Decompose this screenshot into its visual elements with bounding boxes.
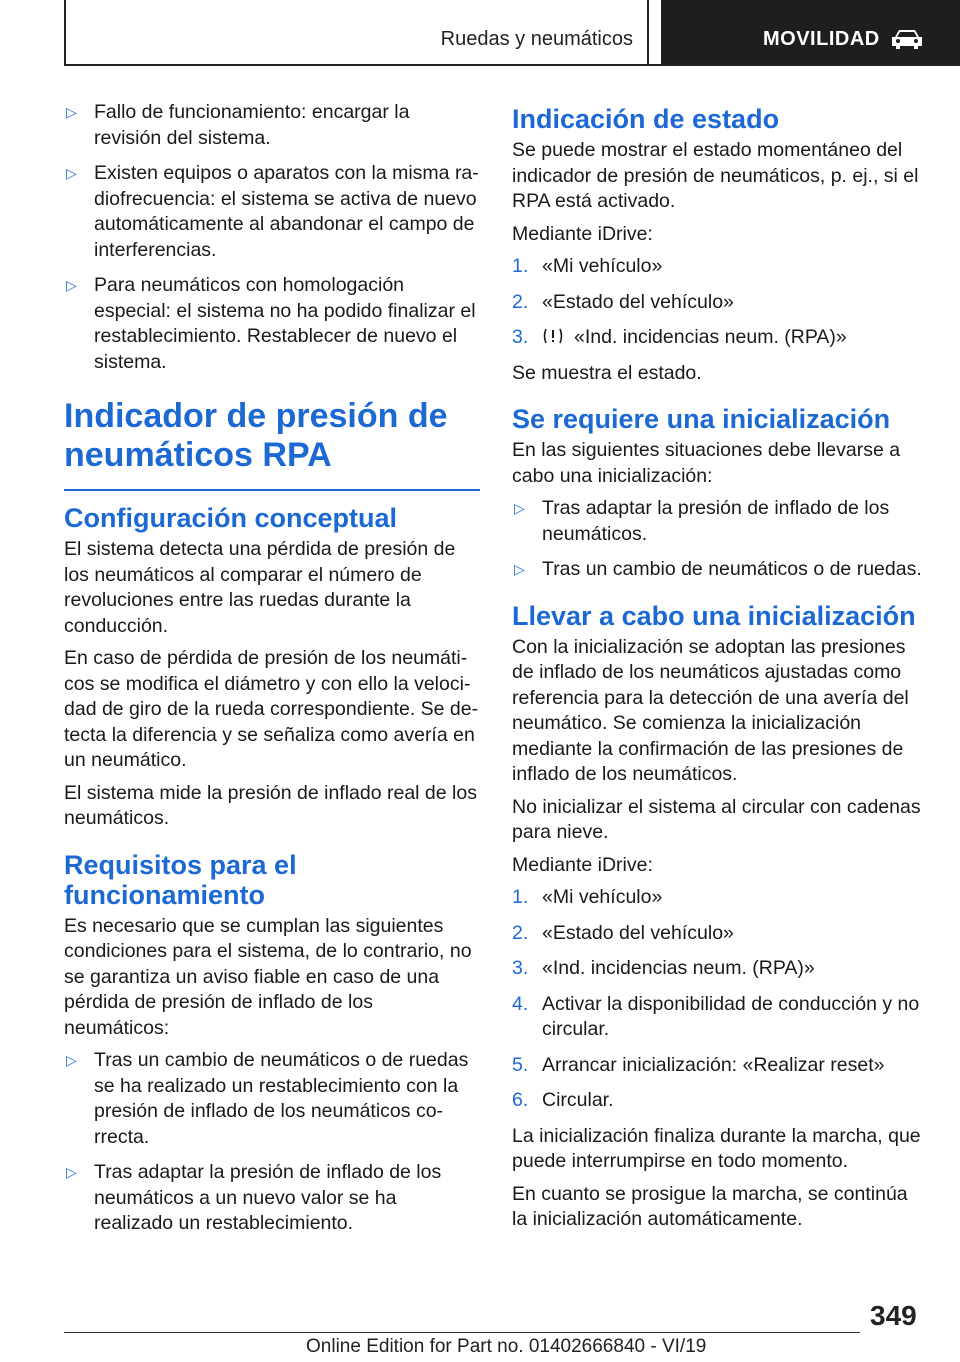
tire-pressure-warning-icon [542, 327, 564, 345]
heading-status: Indicación de estado [512, 104, 780, 134]
heading-init-required: Se requiere una inicialización [512, 404, 891, 434]
section-title: Indicador de presión de neumáticos RPA [64, 397, 448, 474]
top-bullet-list [64, 100, 480, 375]
triangle-bullet-icon: ▷ [66, 277, 77, 293]
footer-rule [64, 1332, 860, 1333]
heading-requirements: Requisitos para el funcionamiento [64, 849, 297, 910]
triangle-bullet-icon: ▷ [514, 500, 525, 516]
header-rule [64, 64, 960, 66]
page-header [0, 0, 960, 66]
edition-text: Online Edition for Part no. 01402666840 - VI/19 [306, 1336, 707, 1357]
paragraph: No inicializar el sistema al circular con cadenas para nieve. [512, 795, 921, 843]
page-number: 349 [870, 1300, 917, 1331]
list-item: 2. «Estado del vehículo» [512, 921, 734, 944]
paragraph: En cuanto se prosigue la marcha, se continúa la inicialización automáticamente. [512, 1182, 908, 1230]
list-item: ▷ Existen equipos o aparatos con la misma radiofrecuencia: el sistema se activa de nuevo automáticamente al abandonar el campo de interferencias. [66, 162, 479, 261]
list-item: 3. «Ind. incidencias neum. (RPA)» [512, 326, 847, 348]
left-column [64, 100, 480, 1247]
paragraph: En caso de pérdida de presión de los neumáticos se modifica el diámetro y con ello la velocidad de giro de la rueda correspondiente. Se detecta la diferencia y se señaliza como avería en un neumático. [64, 647, 479, 771]
list-item: ▷ Tras adaptar la presión de inflado de los neumáticos a un nuevo valor se ha realizado un restablecimiento. [66, 1161, 442, 1234]
list-item: ▷ Tras adaptar la presión de inflado de los neumáticos. [514, 497, 890, 545]
paragraph: Con la inicialización se adoptan las presiones de inflado de los neumáticos ajustadas como referencia para la detección de una avería del neumático. Se comienza la inicialización mediante la confirmación de las presiones de inflado de los neumáticos. [512, 635, 909, 785]
triangle-bullet-icon: ▷ [66, 104, 77, 120]
triangle-bullet-icon: ▷ [66, 1164, 77, 1180]
triangle-bullet-icon: ▷ [66, 1052, 77, 1068]
status-steps-list [512, 254, 924, 351]
requirements-bullet-list [64, 1048, 480, 1237]
header-section-box [64, 0, 649, 64]
header-chapter-title: MOVILIDAD [763, 28, 880, 50]
paragraph: Mediante iDrive: [512, 222, 653, 245]
list-item: 2. «Estado del vehículo» [512, 290, 734, 313]
list-item: ▷ Fallo de funcionamiento: encargar la revisión del sistema. [66, 101, 410, 149]
paragraph: Se muestra el estado. [512, 361, 702, 384]
list-item: ▷ Tras un cambio de neumáticos o de ruedas se ha realizado un restablecimiento con la presión de inflado de los neumáticos correcta. [66, 1049, 469, 1148]
paragraph: La inicialización finaliza durante la marcha, que puede interrumpirse en todo momento. [512, 1124, 921, 1172]
paragraph: El sistema detecta una pérdida de presión de los neumáticos al comparar el número de revoluciones entre las ruedas durante la conducción. [64, 538, 456, 637]
paragraph: El sistema mide la presión de inflado real de los neumáticos. [64, 781, 477, 829]
paragraph: Se puede mostrar el estado momentáneo del indicador de presión de neumáticos, p. ej., si el RPA está activado. [512, 139, 919, 212]
header-section-title: Ruedas y neumáticos [440, 28, 633, 50]
list-item: 3. «Ind. incidencias neum. (RPA)» [512, 957, 815, 979]
triangle-bullet-icon: ▷ [66, 165, 77, 181]
list-item: 1. «Mi vehículo» [512, 255, 663, 277]
list-item: 4. Activar la disponibilidad de conducción y no circular. [512, 992, 920, 1040]
header-chapter-box [661, 0, 960, 64]
list-item: 5. Arrancar inicialización: «Realizar reset» [512, 1053, 885, 1076]
paragraph: Es necesario que se cumplan las siguientes condiciones para el sistema, de lo contrario, no se garantiza un aviso fiable en caso de una pérdida de presión de inflado de los neumáticos: [64, 914, 472, 1039]
triangle-bullet-icon: ▷ [514, 561, 525, 577]
right-column [512, 100, 924, 1240]
section-title-rule [64, 489, 480, 491]
list-item: ▷ Tras un cambio de neumáticos o de ruedas. [512, 557, 924, 583]
paragraph: Mediante iDrive: [512, 853, 653, 876]
list-item: 1. «Mi vehículo» [512, 886, 663, 908]
perform-steps-list [512, 885, 924, 1114]
init-required-bullet-list [512, 496, 924, 583]
paragraph: En las siguientes situaciones debe llevarse a cabo una inicialización: [512, 439, 901, 487]
list-item: ▷ Para neumáticos con homologación especial: el sistema no ha podido finalizar el restablecimiento. Restablecer de nuevo el sistema. [66, 274, 476, 373]
heading-concept: Configuración conceptual [64, 503, 398, 533]
car-icon [889, 28, 925, 50]
list-item: 6. Circular. [512, 1089, 614, 1111]
heading-perform-init: Llevar a cabo una inicialización [512, 600, 916, 631]
